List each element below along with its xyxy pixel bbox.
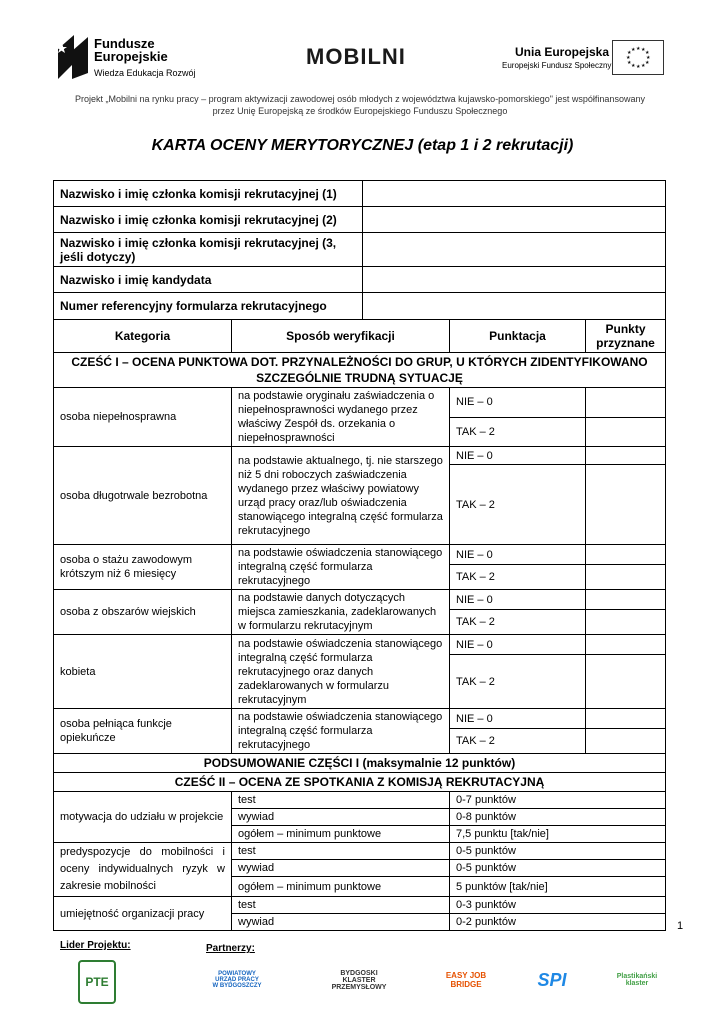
section1-summary: PODSUMOWANIE CZĘŚCI I (maksymalnie 12 punktów)	[54, 754, 666, 773]
partner-logo-pup: POWIATOWY URZĄD PRACY W BYDGOSZCZY	[212, 971, 262, 989]
method-cell: na podstawie aktualnego, tj. nie starszego niż 5 dni roboczych zaświadczenia wydanego przez właściwy powiatowy urząd pracy oraz/lub oświadczenia stanowiącego integralną część formularza rekrutacyjnego	[232, 447, 450, 545]
method-cell: wywiad	[232, 860, 450, 877]
mobilni-logo: MOBILNI	[306, 44, 406, 69]
score-tak: TAK – 2	[450, 465, 586, 545]
points-field[interactable]	[586, 417, 666, 447]
info-value-field[interactable]	[363, 233, 666, 267]
points-field[interactable]	[586, 729, 666, 754]
points-field[interactable]	[586, 590, 666, 610]
svg-text:★: ★	[631, 47, 636, 53]
points-field[interactable]	[586, 709, 666, 729]
score-tak: TAK – 2	[450, 565, 586, 590]
fe-star-icon	[56, 33, 88, 81]
svg-text:★: ★	[645, 50, 650, 56]
section2-title: CZEŚĆ II – OCENA ZE SPOTKANIA Z KOMISJĄ REKRUTACYJNĄ	[54, 773, 666, 792]
score-nie: NIE – 0	[450, 545, 586, 565]
col-punktacja: Punktacja	[450, 320, 586, 353]
category-cell: osoba z obszarów wiejskich	[54, 590, 232, 635]
method-cell: wywiad	[232, 809, 450, 826]
method-cell: ogółem – minimum punktowe	[232, 877, 450, 897]
category-cell: osoba niepełnosprawna	[54, 388, 232, 447]
category-cell: osoba długotrwale bezrobotna	[54, 447, 232, 545]
info-label: Nazwisko i imię członka komisji rekrutacyjnej (3, jeśli dotyczy)	[54, 233, 363, 267]
score-range: 5 punktów [tak/nie]	[450, 877, 666, 897]
lider-logo: PTE	[78, 960, 116, 1004]
info-label: Nazwisko i imię kandydata	[54, 267, 363, 293]
method-cell: ogółem – minimum punktowe	[232, 826, 450, 843]
info-label: Nazwisko i imię członka komisji rekrutacyjnej (1)	[54, 181, 363, 207]
method-cell: na podstawie danych dotyczących miejsca zamieszkania, zadeklarowanych w formularzu rekrutacyjnym	[232, 590, 450, 635]
points-field[interactable]	[586, 635, 666, 655]
info-value-field[interactable]	[363, 267, 666, 293]
score-range: 0-8 punktów	[450, 809, 666, 826]
points-field[interactable]	[586, 655, 666, 709]
score-nie: NIE – 0	[450, 709, 586, 729]
ue-line2: Europejski Fundusz Społeczny	[502, 61, 612, 70]
score-tak: TAK – 2	[450, 655, 586, 709]
points-field[interactable]	[586, 388, 666, 418]
ue-line1: Unia Europejska	[515, 45, 610, 59]
page-title: KARTA OCENY MERYTORYCZNEJ (etap 1 i 2 rekrutacji)	[151, 137, 574, 154]
svg-text:★: ★	[631, 63, 636, 69]
info-value-field[interactable]	[363, 293, 666, 320]
info-value-field[interactable]	[363, 181, 666, 207]
fundusze-europejskie-logo	[56, 33, 88, 81]
score-nie: NIE – 0	[450, 388, 586, 418]
partner-logo-spi: SPI	[537, 969, 567, 990]
partners-label: Partnerzy:	[206, 943, 255, 954]
info-value-field[interactable]	[363, 207, 666, 233]
fe-line2: Europejskie	[94, 49, 168, 64]
info-label: Numer referencyjny formularza rekrutacyjnego	[54, 293, 363, 320]
svg-text:★: ★	[627, 50, 632, 56]
score-range: 0-7 punktów	[450, 792, 666, 809]
method-cell: na podstawie oświadczenia stanowiącego integralną część formularza rekrutacyjnego	[232, 709, 450, 754]
col-kategoria: Kategoria	[54, 320, 232, 353]
score-range: 0-5 punktów	[450, 843, 666, 860]
score-range: 0-3 punktów	[450, 897, 666, 914]
info-label: Nazwisko i imię członka komisji rekrutacyjnej (2)	[54, 207, 363, 233]
score-range: 7,5 punktu [tak/nie]	[450, 826, 666, 843]
lider-label: Lider Projektu:	[60, 940, 131, 951]
project-info: Projekt „Mobilni na rynku pracy – program aktywizacji zawodowej osób młodych z województwa kujawsko-pomorskiego" jest współfinansowany przez Unię Europejską ze środków Europejskiego Funduszu Społecznego	[75, 94, 645, 116]
svg-text:★: ★	[645, 60, 650, 66]
partner-logo-plastikanski: Plastikański klaster	[616, 973, 658, 987]
partner-logo-easyjob: EASY JOB BRIDGE	[445, 971, 487, 989]
svg-text:★: ★	[627, 60, 632, 66]
method-cell: test	[232, 792, 450, 809]
category-cell: kobieta	[54, 635, 232, 709]
score-tak: TAK – 2	[450, 729, 586, 754]
category-cell: motywacja do udziału w projekcie	[54, 792, 232, 843]
svg-text:★: ★	[636, 46, 641, 52]
score-tak: TAK – 2	[450, 417, 586, 447]
method-cell: na podstawie oświadczenia stanowiącego integralną część formularza rekrutacyjnego oraz danych zadeklarowanych w formularzu rekrutacyjnym	[232, 635, 450, 709]
score-nie: NIE – 0	[450, 447, 586, 465]
col-sposob: Sposób weryfikacji	[232, 320, 450, 353]
points-field[interactable]	[586, 447, 666, 465]
svg-text:★: ★	[636, 64, 641, 70]
score-range: 0-2 punktów	[450, 914, 666, 931]
section1-title: CZEŚĆ I – OCENA PUNKTOWA DOT. PRZYNALEŻNOŚCI DO GRUP, U KTÓRYCH ZIDENTYFIKOWANO SZCZEGÓLNIE TRUDNĄ SYTUACJĘ	[54, 353, 666, 388]
method-cell: test	[232, 843, 450, 860]
score-nie: NIE – 0	[450, 590, 586, 610]
col-punkty: Punkty przyznane	[586, 320, 666, 353]
eu-flag-icon	[612, 40, 664, 75]
svg-text:★: ★	[646, 55, 651, 61]
svg-text:★: ★	[641, 63, 646, 69]
evaluation-table	[53, 319, 666, 931]
category-cell: osoba o stażu zawodowym krótszym niż 6 miesięcy	[54, 545, 232, 590]
points-field[interactable]	[586, 545, 666, 565]
svg-text:★: ★	[641, 47, 646, 53]
fe-line3: Wiedza Edukacja Rozwój	[94, 68, 196, 78]
svg-text:★: ★	[626, 55, 631, 61]
category-cell: osoba pełniąca funkcje opiekuńcze	[54, 709, 232, 754]
category-cell: predyspozycje do mobilności i oceny indywidualnych ryzyk w zakresie mobilności	[54, 843, 232, 897]
points-field[interactable]	[586, 565, 666, 590]
method-cell: na podstawie oryginału zaświadczenia o niepełnosprawności wydanego przez właściwy Zespół ds. orzekania o niepełnosprawności	[232, 388, 450, 447]
method-cell: test	[232, 897, 450, 914]
method-cell: wywiad	[232, 914, 450, 931]
points-field[interactable]	[586, 610, 666, 635]
score-nie: NIE – 0	[450, 635, 586, 655]
fe-line1: Fundusze	[94, 36, 155, 51]
info-table	[53, 180, 666, 320]
partner-logo-klaster: BYDGOSKI KLASTER PRZEMYSŁOWY	[331, 969, 387, 991]
points-field[interactable]	[586, 465, 666, 545]
score-range: 0-5 punktów	[450, 860, 666, 877]
category-cell: umiejętność organizacji pracy	[54, 897, 232, 931]
score-tak: TAK – 2	[450, 610, 586, 635]
page-number: 1	[677, 920, 684, 932]
method-cell: na podstawie oświadczenia stanowiącego integralną część formularza rekrutacyjnego	[232, 545, 450, 590]
